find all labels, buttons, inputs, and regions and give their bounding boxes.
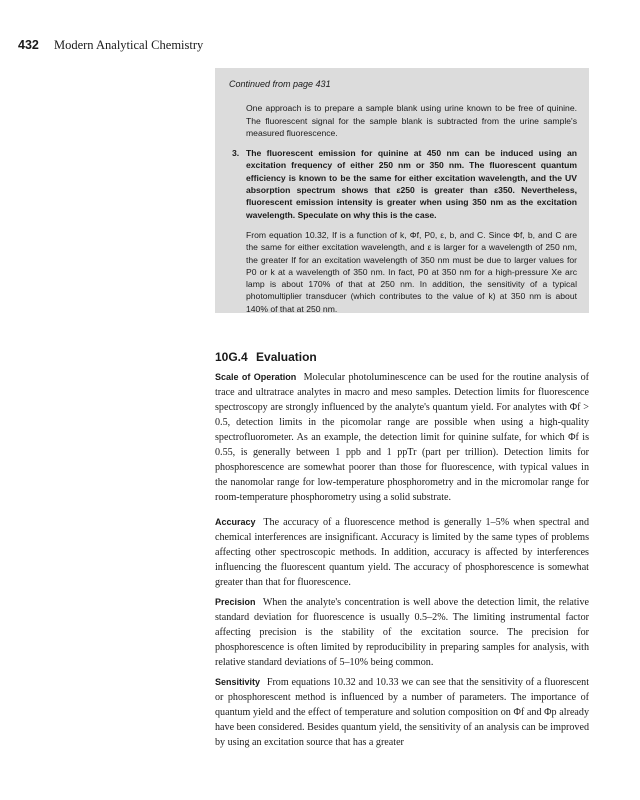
answer-paragraph: From equation 10.32, If is a function of k, Φf, P0, ε, b, and C. Since Φf, b, and C are the same for either excitation wavelength, and ε is larger for a wavelength of 250 nm, the greater If for an excitation wavelength of 350 nm must be due to larger values for P0 or k at a wavelength of 350 nm. In fact, P0 at 350 nm for a high-pressure Xe arc lamp is about 170% of that at 250 nm. In addition, the sensitivity of a typical photomultiplier transducer (which contributes to the value of k) at 350 nm is about 140% of that at 250 nm. xyxy=(246,229,577,314)
question-number: 3. xyxy=(232,148,240,159)
example-continuation-box xyxy=(215,68,589,313)
paragraph-lead: Accuracy xyxy=(215,517,256,527)
section-title: Evaluation xyxy=(256,350,317,364)
continued-note: Continued from page 431 xyxy=(229,79,331,89)
paragraph-scale-of-operation xyxy=(215,370,589,505)
section-number: 10G.4 xyxy=(215,350,248,364)
paragraph-lead: Precision xyxy=(215,597,256,607)
paragraph-lead: Scale of Operation xyxy=(215,372,297,382)
paragraph-text: The accuracy of a fluorescence method is generally 1–5% when spectral and chemical interferences are insignificant. Accuracy is limited by the same types of problems affecting other spectroscopic methods. In addition, accuracy is affected by interferences influencing the fluorescent quantum yield. The accuracy of phosphorescence is somewhat greater than that for fluorescence. xyxy=(215,517,589,588)
paragraph-text: When the analyte's concentration is well above the detection limit, the relative standard deviation for fluorescence is usually 0.5–2%. The limiting instrumental factor affecting precision is the stability of the excitation source. The precision for phosphorescence is often limited by reproducibility in preparing samples for analysis, with relative standard deviations of 5–10% being common. xyxy=(215,597,589,668)
page-number: 432 xyxy=(18,38,39,52)
paragraph-text: Molecular photoluminescence can be used for the routine analysis of trace and ultratrace analytes in macro and meso samples. Detection limits for fluorescence spectroscopy are strongly influenced by the analyte's quantum yield. For analytes with Φf > 0.5, detection limits in the picomolar range are possible when using a high-quality spectrofluorometer. As an example, the detection limit for quinine sulfate, for which Φf is 0.55, is generally between 1 ppb and 1 ppTr (part per trillion). Detection limits for phosphorescence are somewhat poorer than those for fluorescence, with typical values in the nanomolar range for low-temperature phosphorometry and in the micromolar range for room-temperature phosphorometry using a solid substrate. xyxy=(215,372,589,503)
box-paragraph: One approach is to prepare a sample blank using urine known to be free of quinine. The fluorescent signal for the sample blank is subtracted from the urine sample's measured fluorescence. xyxy=(246,103,577,138)
book-title: Modern Analytical Chemistry xyxy=(53,38,204,52)
paragraph-sensitivity xyxy=(215,675,589,750)
running-head xyxy=(18,38,203,53)
section-heading xyxy=(215,350,317,364)
question-text: The fluorescent emission for quinine at 450 nm can be induced using an excitation frequency of either 250 nm or 350 nm. The fluorescent quantum efficiency is known to be the same for either excitation wavelength, and the UV absorption spectrum shows that ε250 is greater than ε350. Nevertheless, fluorescent emission intensity is greater when using 350 nm as the excitation wavelength. Speculate on why this is the case. xyxy=(246,148,577,220)
paragraph-text: From equations 10.32 and 10.33 we can see that the sensitivity of a fluorescent or phosphorescent method is influenced by a number of parameters. The importance of quantum yield and the effect of temperature and solution composition on Φf and Φp already have been considered. Besides quantum yield, the sensitivity of an analysis can be improved by using an excitation source that has a greater xyxy=(215,677,589,748)
paragraph-precision xyxy=(215,595,589,670)
paragraph-accuracy xyxy=(215,515,589,590)
question-item xyxy=(229,147,577,221)
paragraph-lead: Sensitivity xyxy=(215,677,261,687)
